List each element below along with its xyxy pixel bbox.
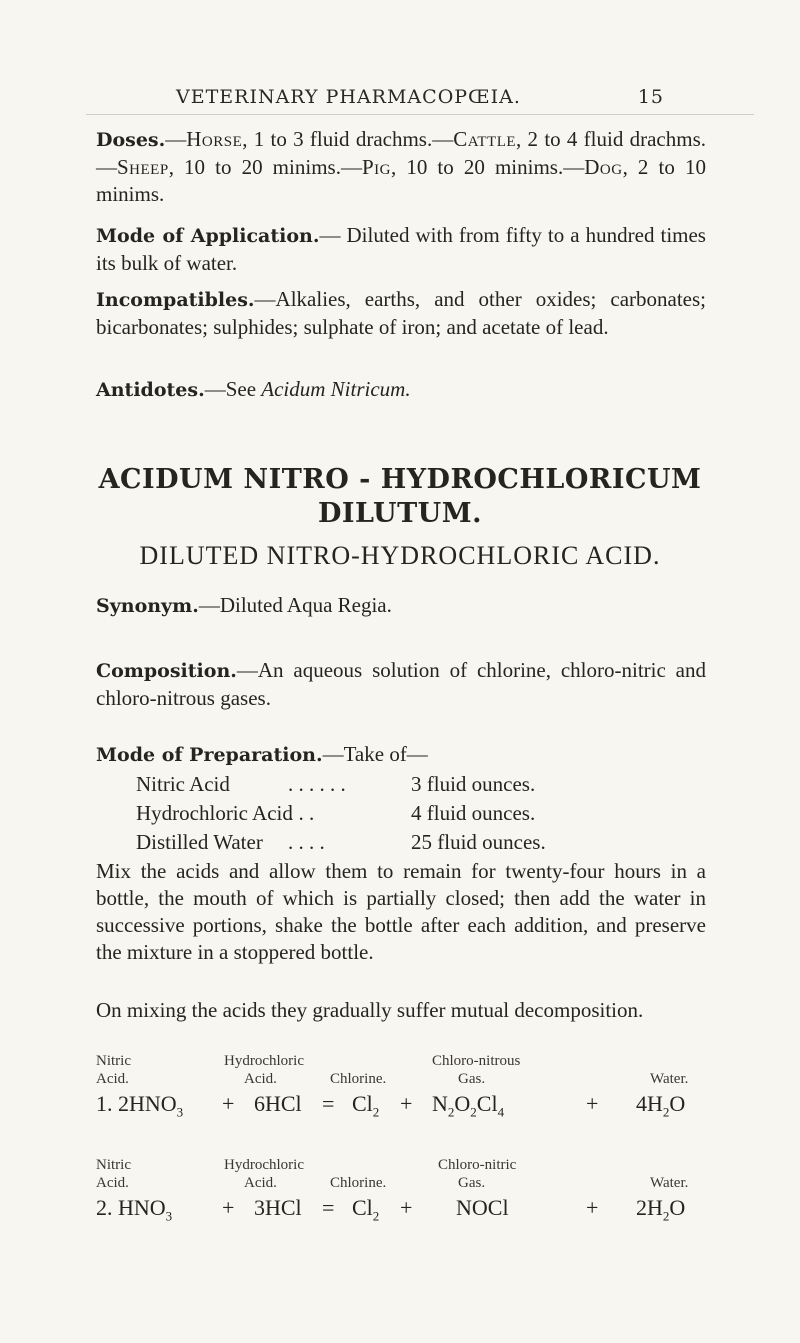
incompatibles-label: Incompatibles. — [96, 289, 255, 311]
antidotes-paragraph — [96, 376, 706, 404]
plus-sign: + — [400, 1091, 413, 1116]
caption-chloro-nitrous: Chloro-nitrous — [432, 1053, 521, 1069]
header-rule — [86, 114, 754, 115]
equation-number: 2. — [96, 1195, 113, 1220]
formula-water: $4H_2O$ — [636, 1091, 686, 1120]
mode-of-application-text: — Diluted with from fifty to a hundred times its bulk of water. — [96, 223, 706, 275]
plus-sign: + — [586, 1091, 599, 1116]
caption-hydrochloric: Hydrochloric — [224, 1053, 304, 1069]
page-number: 15 — [637, 86, 664, 108]
formula-nitric-acid: $HNO_3$ — [118, 1195, 173, 1224]
ingredient-name: Distilled Water — [136, 830, 263, 854]
equation-1 — [96, 1053, 736, 1121]
caption-chlorine: Chlorine. — [330, 1071, 387, 1087]
antidotes-text: —See — [204, 377, 262, 401]
monograph-title-line-2: DILUTUM. — [317, 498, 483, 529]
formula-water: $2H_2O$ — [636, 1195, 686, 1224]
formula-hydrochloric-acid: 6HCl — [254, 1091, 302, 1116]
ingredient-row — [136, 830, 696, 859]
equation-2-formula — [96, 1195, 736, 1225]
caption-acid: Acid. — [96, 1175, 129, 1191]
doses-paragraph: Doses.—Horse, 1 to 3 fluid drachms.—Cattle, 2 to 4 fluid drachms.—Sheep, 10 to 20 minims.—Pig, 10 to 20 minims.—Dog, 2 to 10 minims. — [96, 127, 706, 206]
ingredient-amount: 4 fluid ounces. — [411, 801, 536, 825]
plus-sign: + — [400, 1195, 413, 1220]
dose-horse-text: , 1 to 3 fluid drachms.— — [242, 127, 454, 151]
formula-hydrochloric-acid: 3HCl — [254, 1195, 302, 1220]
equation-1-captions — [96, 1053, 736, 1091]
antidotes-label: Antidotes. — [96, 379, 205, 401]
synonym-label: Synonym. — [96, 595, 199, 617]
ingredient-dots: . . . . . . — [288, 772, 346, 796]
dose-cattle-text: , 2 to 4 fluid drachms.— — [96, 127, 706, 179]
dose-sheep-name: Sheep — [117, 155, 169, 179]
dose-cattle-name: Cattle — [453, 127, 517, 151]
equation-2 — [96, 1157, 736, 1225]
caption-water: Water. — [650, 1071, 689, 1087]
monograph-title-line-1: ACIDUM NITRO - HYDROCHLORICUM — [98, 464, 702, 495]
caption-acid: Acid. — [244, 1071, 277, 1087]
antidotes-reference: Acidum Nitricum. — [261, 377, 411, 401]
dose-pig-name: Pig — [361, 155, 391, 179]
caption-nitric: Nitric — [96, 1157, 131, 1173]
instructions-paragraph: Mix the acids and allow them to remain for twenty-four hours in a bottle, the mouth of which is partially closed; then add the water in successive portions, shake the bottle after each addition, and preserve the mixture in a stoppered bottle. — [96, 859, 706, 964]
dose-horse-name: Horse — [186, 127, 243, 151]
running-title: VETERINARY PHARMACOPŒIA. — [176, 86, 521, 108]
dose-dog-text: , 2 to 10 minims. — [96, 155, 706, 206]
doses-label: Doses. — [96, 129, 166, 151]
ingredient-name: Hydrochloric Acid — [136, 801, 293, 825]
mode-of-application-label: Mode of Application. — [96, 225, 320, 247]
equation-number: 1. — [96, 1091, 113, 1116]
plus-sign: + — [222, 1195, 235, 1220]
formula-chloro-nitrous-gas: $N_2O_2Cl_4$ — [432, 1091, 505, 1120]
ingredient-name: Nitric Acid — [136, 772, 230, 796]
mode-of-preparation-label: Mode of Preparation. — [96, 744, 323, 766]
caption-nitric: Nitric — [96, 1053, 131, 1069]
mode-of-preparation-paragraph — [96, 741, 706, 769]
ingredient-dots: . . . . — [288, 830, 325, 854]
ingredient-list — [136, 772, 696, 859]
incompatibles-paragraph — [96, 286, 706, 341]
monograph-subtitle: DILUTED NITRO-HYDROCHLORIC ACID. — [139, 541, 661, 570]
dose-sheep-text: , 10 to 20 minims.— — [168, 155, 362, 179]
caption-water: Water. — [650, 1175, 689, 1191]
caption-gas: Gas. — [458, 1071, 486, 1087]
synonym-text: —Diluted Aqua Regia. — [198, 593, 392, 617]
caption-hydrochloric: Hydrochloric — [224, 1157, 304, 1173]
ingredient-amount: 25 fluid ounces. — [411, 830, 546, 854]
ingredient-row — [136, 801, 696, 830]
caption-acid: Acid. — [96, 1071, 129, 1087]
caption-chloro-nitric: Chloro-nitric — [438, 1157, 517, 1173]
equation-2-captions — [96, 1157, 736, 1195]
plus-sign: + — [222, 1091, 235, 1116]
decomposition-paragraph: On mixing the acids they gradually suffer mutual decomposition. — [96, 998, 644, 1022]
incompatibles-text: —Alkalies, earths, and other oxides; carbonates; bicarbonates; sulphides; sulphate of iron; and acetate of lead. — [96, 287, 706, 339]
formula-nitric-acid: $2HNO_3$ — [118, 1091, 184, 1120]
composition-text: —An aqueous solution of chlorine, chloro-nitric and chloro-nitrous gases. — [96, 658, 706, 710]
mode-of-preparation-text: —Take of— — [322, 742, 428, 766]
running-header — [176, 86, 664, 108]
ingredient-row — [136, 772, 696, 801]
ingredient-amount: 3 fluid ounces. — [411, 772, 536, 796]
formula-chlorine: $Cl_2$ — [352, 1091, 380, 1120]
equation-1-formula — [96, 1091, 736, 1121]
caption-acid: Acid. — [244, 1175, 277, 1191]
ingredient-dots: . . . — [288, 801, 315, 825]
synonym-paragraph — [96, 592, 706, 620]
dose-dog-name: Dog — [584, 155, 623, 179]
mode-of-application-paragraph — [96, 222, 706, 277]
formula-chloro-nitric-gas: NOCl — [456, 1195, 509, 1220]
equals-sign: = — [322, 1195, 335, 1220]
formula-chlorine: $Cl_2$ — [352, 1195, 380, 1224]
composition-paragraph — [96, 657, 706, 712]
monograph-title — [60, 463, 740, 531]
dose-pig-text: , 10 to 20 minims.— — [390, 155, 585, 179]
caption-chlorine: Chlorine. — [330, 1175, 387, 1191]
composition-label: Composition. — [96, 660, 237, 682]
caption-gas: Gas. — [458, 1175, 486, 1191]
equals-sign: = — [322, 1091, 335, 1116]
plus-sign: + — [586, 1195, 599, 1220]
